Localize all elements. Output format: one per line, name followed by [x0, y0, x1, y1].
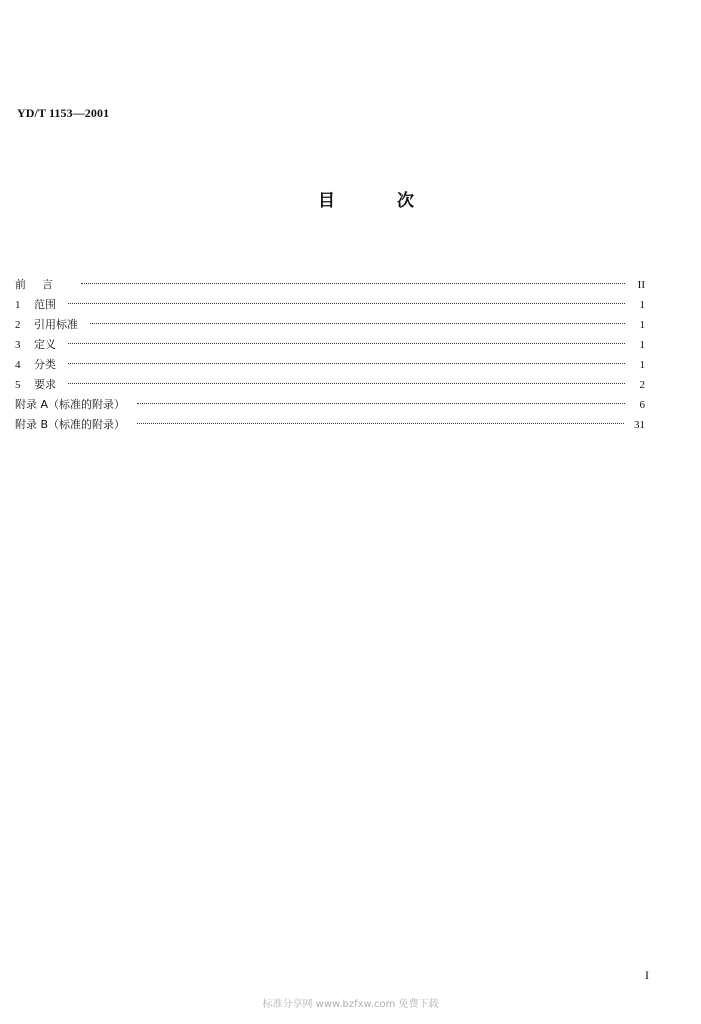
toc-entry-appendix-b[interactable] — [15, 415, 645, 435]
toc-entry-page: 6 — [639, 399, 645, 411]
toc-entry-page: 1 — [639, 359, 645, 371]
toc-entry-label: 范围 — [34, 298, 56, 311]
toc-entry-foreword[interactable] — [15, 275, 645, 295]
table-of-contents — [15, 275, 645, 435]
toc-entry-label: 附录 A（标准的附录） — [15, 398, 126, 411]
toc-entry-scope[interactable] — [15, 295, 645, 315]
toc-entry-number: 4 — [15, 359, 21, 371]
toc-entry-number: 2 — [15, 319, 21, 331]
toc-entry-label: 要求 — [34, 378, 56, 391]
toc-entry-number: 3 — [15, 339, 21, 351]
toc-entry-number: 1 — [15, 299, 21, 311]
dot-leader — [68, 363, 625, 364]
toc-entry-page: 31 — [634, 419, 645, 431]
toc-entry-number: 5 — [15, 379, 21, 391]
dot-leader — [68, 303, 625, 304]
dot-leader — [68, 383, 625, 384]
dot-leader — [81, 283, 625, 284]
toc-entry-label: 定义 — [34, 338, 56, 351]
toc-entry-label: 引用标准 — [34, 318, 78, 331]
toc-entry-label: 分类 — [34, 358, 56, 371]
toc-entry-appendix-a[interactable] — [15, 395, 645, 415]
toc-entry-page: 1 — [639, 299, 645, 311]
standard-code: YD/T 1153—2001 — [17, 106, 110, 120]
watermark-text: 标准分享网 www.bzfxw.com 免费下载 — [262, 999, 439, 1010]
toc-entry-page: II — [637, 279, 645, 291]
dot-leader — [137, 403, 625, 404]
toc-entry-definitions[interactable] — [15, 335, 645, 355]
toc-entry-label: 前言 — [15, 278, 69, 291]
dot-leader — [68, 343, 625, 344]
toc-title: 目次 — [318, 191, 476, 211]
toc-entry-page: 1 — [639, 319, 645, 331]
toc-entry-requirements[interactable] — [15, 375, 645, 395]
toc-entry-classification[interactable] — [15, 355, 645, 375]
dot-leader — [90, 323, 625, 324]
page-number: I — [645, 968, 649, 982]
toc-entry-page: 1 — [639, 339, 645, 351]
toc-entry-normative-references[interactable] — [15, 315, 645, 335]
toc-entry-page: 2 — [639, 379, 645, 391]
dot-leader — [137, 423, 624, 424]
toc-entry-label: 附录 B（标准的附录） — [15, 418, 126, 431]
